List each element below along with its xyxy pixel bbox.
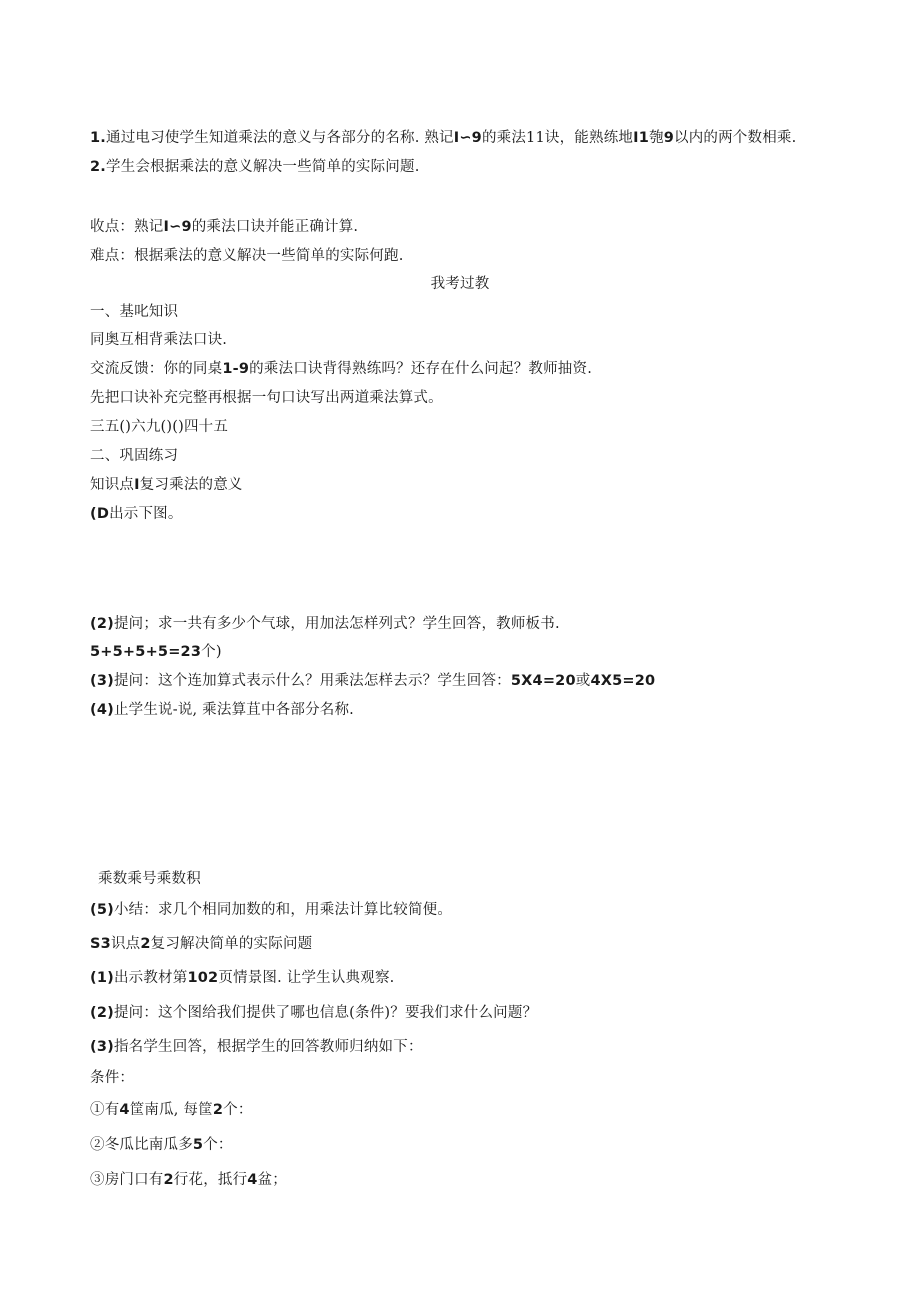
objective-number: 1. [90,130,106,146]
condition-2: ②冬瓜比南瓜多5个： [90,1137,233,1153]
condition-1: ①有4筐南瓜, 每筐2个： [90,1102,253,1118]
part1-line-2: 交流反馈：你的同桌1-9的乘法口诀背得熟练吗？还存在什么问起？教师抽资. [90,361,593,377]
part1-line-3: 先把口诀补充完整再根据一句口诀写出两道乘法算式。 [90,390,443,406]
condition-3: ③房门口有2行花，抵行4盆； [90,1172,287,1188]
objective-number: 2. [90,159,106,175]
step-2: (2)提问；求一共有多少个气球，用加法怎样列式？学生回答，教师板书. [90,616,560,632]
objective-1: 1.通过电习使学生知道乘法的意义与各部分的名称. 熟记I∽9的乘法11诀，能熟练地I1匏9以内的两个数相乘. [90,130,797,146]
knowledge-point-2: S3识点2复习解决简单的实际问题 [90,936,313,952]
step-3: (3)提问：这个连加算式表示什么？用乘法怎样去示？学生回答：5X4=20或4X5=20 [90,673,656,689]
step-1: (D出示下图。 [90,506,183,522]
addition-equation: 5+5+5+5=23个) [90,644,222,660]
step-4: (4)止学生说-说, 乘法算苴中各部分名称. [90,702,354,718]
task-1: (1)出示教材第102页情景图. 让学生认典观察. [90,970,395,986]
step-5: (5)小结：求几个相同加数的和，用乘法计算比较简便。 [90,902,453,918]
objective-2: 2.学生会根据乘法的意义解决一些简单的实际问题. [90,159,420,175]
section-title: 我考过教 [430,276,490,292]
knowledge-point-1: 知识点I复习乘法的意义 [90,477,243,493]
conditions-label: 条件： [90,1070,135,1086]
parts-label: 乘数乘号乘数积 [98,871,201,887]
part1-heading: 一、基叱知识 [90,304,179,320]
task-3: (3)指名学生回答，根据学生的回答教师归纳如下： [90,1039,423,1055]
part1-line-4: 三五()六九()()四十五 [90,419,229,435]
task-2: (2)提问：这个图给我们提供了哪也信息(条件)？要我们求什么问题？ [90,1005,538,1021]
difficult-point: 难点：根据乘法的意义解决一些简单的实际何跑. [90,248,404,264]
key-point: 收点：熟记I∽9的乘法口诀并能正确计算. [90,219,359,235]
part1-line-1: 同奥互相背乘法口诀. [90,332,228,348]
part2-heading: 二、巩固练习 [90,448,179,464]
